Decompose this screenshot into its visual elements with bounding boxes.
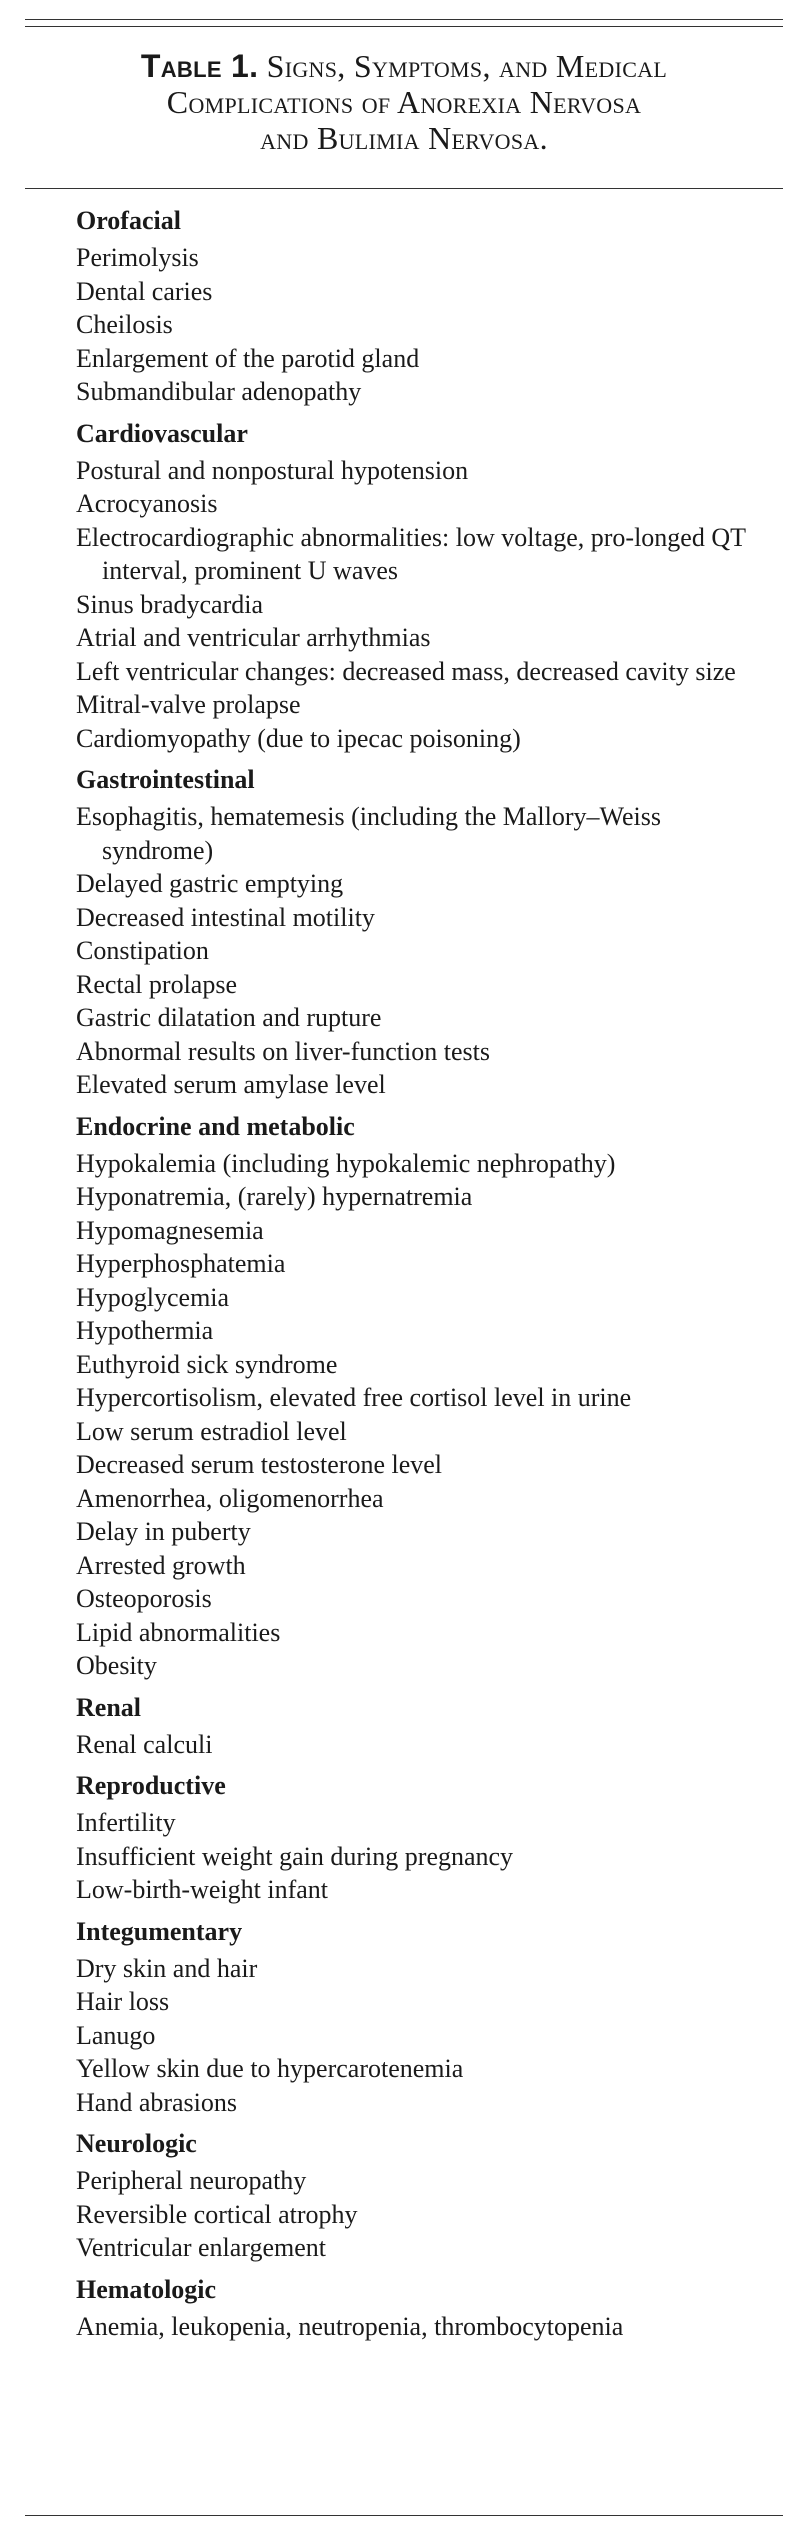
section-title: Gastrointestinal <box>76 765 255 794</box>
list-item: Osteoporosis <box>76 1584 212 1613</box>
section-title: Endocrine and metabolic <box>76 1111 355 1141</box>
top-double-rule-lower <box>25 26 783 27</box>
list-item: Acrocyanosis <box>76 489 218 518</box>
table-body <box>76 204 776 2351</box>
section-title: Neurologic <box>76 2129 197 2158</box>
list-item: Perimolysis <box>76 243 199 272</box>
section-cardiovascular <box>76 417 776 756</box>
section-endocrine-and-metabolic <box>76 1110 776 1683</box>
list-item: Rectal prolapse <box>76 969 237 999</box>
list-item: Elevated serum amylase level <box>76 1070 386 1099</box>
table-label: Table 1. <box>140 48 259 84</box>
list-item: Reversible cortical atrophy <box>76 2199 358 2229</box>
list-item: Peripheral neuropathy <box>76 2166 307 2195</box>
list-item: Gastric dilatation and rupture <box>76 1003 382 1032</box>
list-item: Lipid abnormalities <box>76 1617 281 1647</box>
list-item: Electrocardiographic abnormalities: low voltage, pro-longed QT interval, prominent U waves <box>76 522 746 585</box>
section-title: Cardiovascular <box>76 418 248 448</box>
list-item: Left ventricular changes: decreased mass, decreased cavity size <box>76 656 736 686</box>
list-item: Sinus bradycardia <box>76 589 264 619</box>
section-title: Renal <box>76 1692 141 1722</box>
list-item: Enlargement of the parotid gland <box>76 343 420 373</box>
list-item: Infertility <box>76 1808 176 1837</box>
section-renal <box>76 1691 776 1762</box>
list-item: Obesity <box>76 1651 157 1680</box>
list-item: Atrial and ventricular arrhythmias <box>76 623 431 652</box>
list-item: Cheilosis <box>76 310 173 339</box>
list-item: Hypoglycemia <box>76 1282 230 1312</box>
list-item: Hypercortisolism, elevated free cortisol level in urine <box>76 1383 632 1412</box>
list-item: Dental caries <box>76 276 213 306</box>
list-item: Decreased intestinal motility <box>76 902 375 932</box>
list-item: Constipation <box>76 936 209 965</box>
caption-title-line-2: Complications of Anorexia Nervosa <box>166 84 642 120</box>
list-item: Abnormal results on liver-function tests <box>76 1036 490 1066</box>
caption-line-1 <box>25 48 783 84</box>
list-item: Hyperphosphatemia <box>76 1249 286 1278</box>
list-item: Hypomagnesemia <box>76 1215 264 1245</box>
list-item: Euthyroid sick syndrome <box>76 1349 338 1379</box>
list-item: Lanugo <box>76 2020 156 2050</box>
list-item: Cardiomyopathy (due to ipecac poisoning) <box>76 723 521 753</box>
list-item: Postural and nonpostural hypotension <box>76 455 469 485</box>
section-integumentary <box>76 1915 776 2120</box>
list-item: Hand abrasions <box>76 2087 238 2117</box>
section-gastrointestinal <box>76 763 776 1102</box>
list-item: Dry skin and hair <box>76 1953 258 1983</box>
list-item: Yellow skin due to hypercarotenemia <box>76 2054 464 2083</box>
list-item: Hypokalemia (including hypokalemic nephropathy) <box>76 1148 616 1178</box>
list-item: Anemia, leukopenia, neutropenia, thrombocytopenia <box>76 2311 624 2341</box>
list-item: Low-birth-weight infant <box>76 1875 328 1904</box>
list-item: Delayed gastric emptying <box>76 869 344 898</box>
bottom-rule <box>25 2515 783 2516</box>
list-item: Submandibular adenopathy <box>76 377 362 406</box>
list-item: Delay in puberty <box>76 1517 251 1546</box>
list-item: Hypothermia <box>76 1316 214 1345</box>
list-item: Mitral-valve prolapse <box>76 690 301 719</box>
list-item: Amenorrhea, oligomenorrhea <box>76 1483 384 1513</box>
caption-title-line-1: Signs, Symptoms, and Medical <box>266 48 668 84</box>
caption-rule <box>25 188 783 189</box>
list-item: Hyponatremia, (rarely) hypernatremia <box>76 1182 473 1211</box>
list-item: Low serum estradiol level <box>76 1416 347 1446</box>
list-item: Hair loss <box>76 1987 170 2016</box>
table-caption <box>25 48 783 156</box>
section-reproductive <box>76 1769 776 1907</box>
section-neurologic <box>76 2127 776 2265</box>
caption-title-line-3: and Bulimia Nervosa. <box>260 120 548 156</box>
section-orofacial <box>76 204 776 409</box>
list-item: Renal calculi <box>76 1729 213 1759</box>
section-hematologic <box>76 2273 776 2344</box>
section-title: Hematologic <box>76 2274 217 2304</box>
section-title: Reproductive <box>76 1771 226 1800</box>
section-title: Integumentary <box>76 1916 243 1946</box>
list-item: Esophagitis, hematemesis (including the Mallory–Weiss syndrome) <box>76 802 661 865</box>
list-item: Ventricular enlargement <box>76 2233 327 2262</box>
top-double-rule-upper <box>25 19 783 20</box>
list-item: Arrested growth <box>76 1550 246 1580</box>
list-item: Insufficient weight gain during pregnancy <box>76 1841 514 1871</box>
section-title: Orofacial <box>76 206 181 235</box>
list-item: Decreased serum testosterone level <box>76 1450 443 1479</box>
